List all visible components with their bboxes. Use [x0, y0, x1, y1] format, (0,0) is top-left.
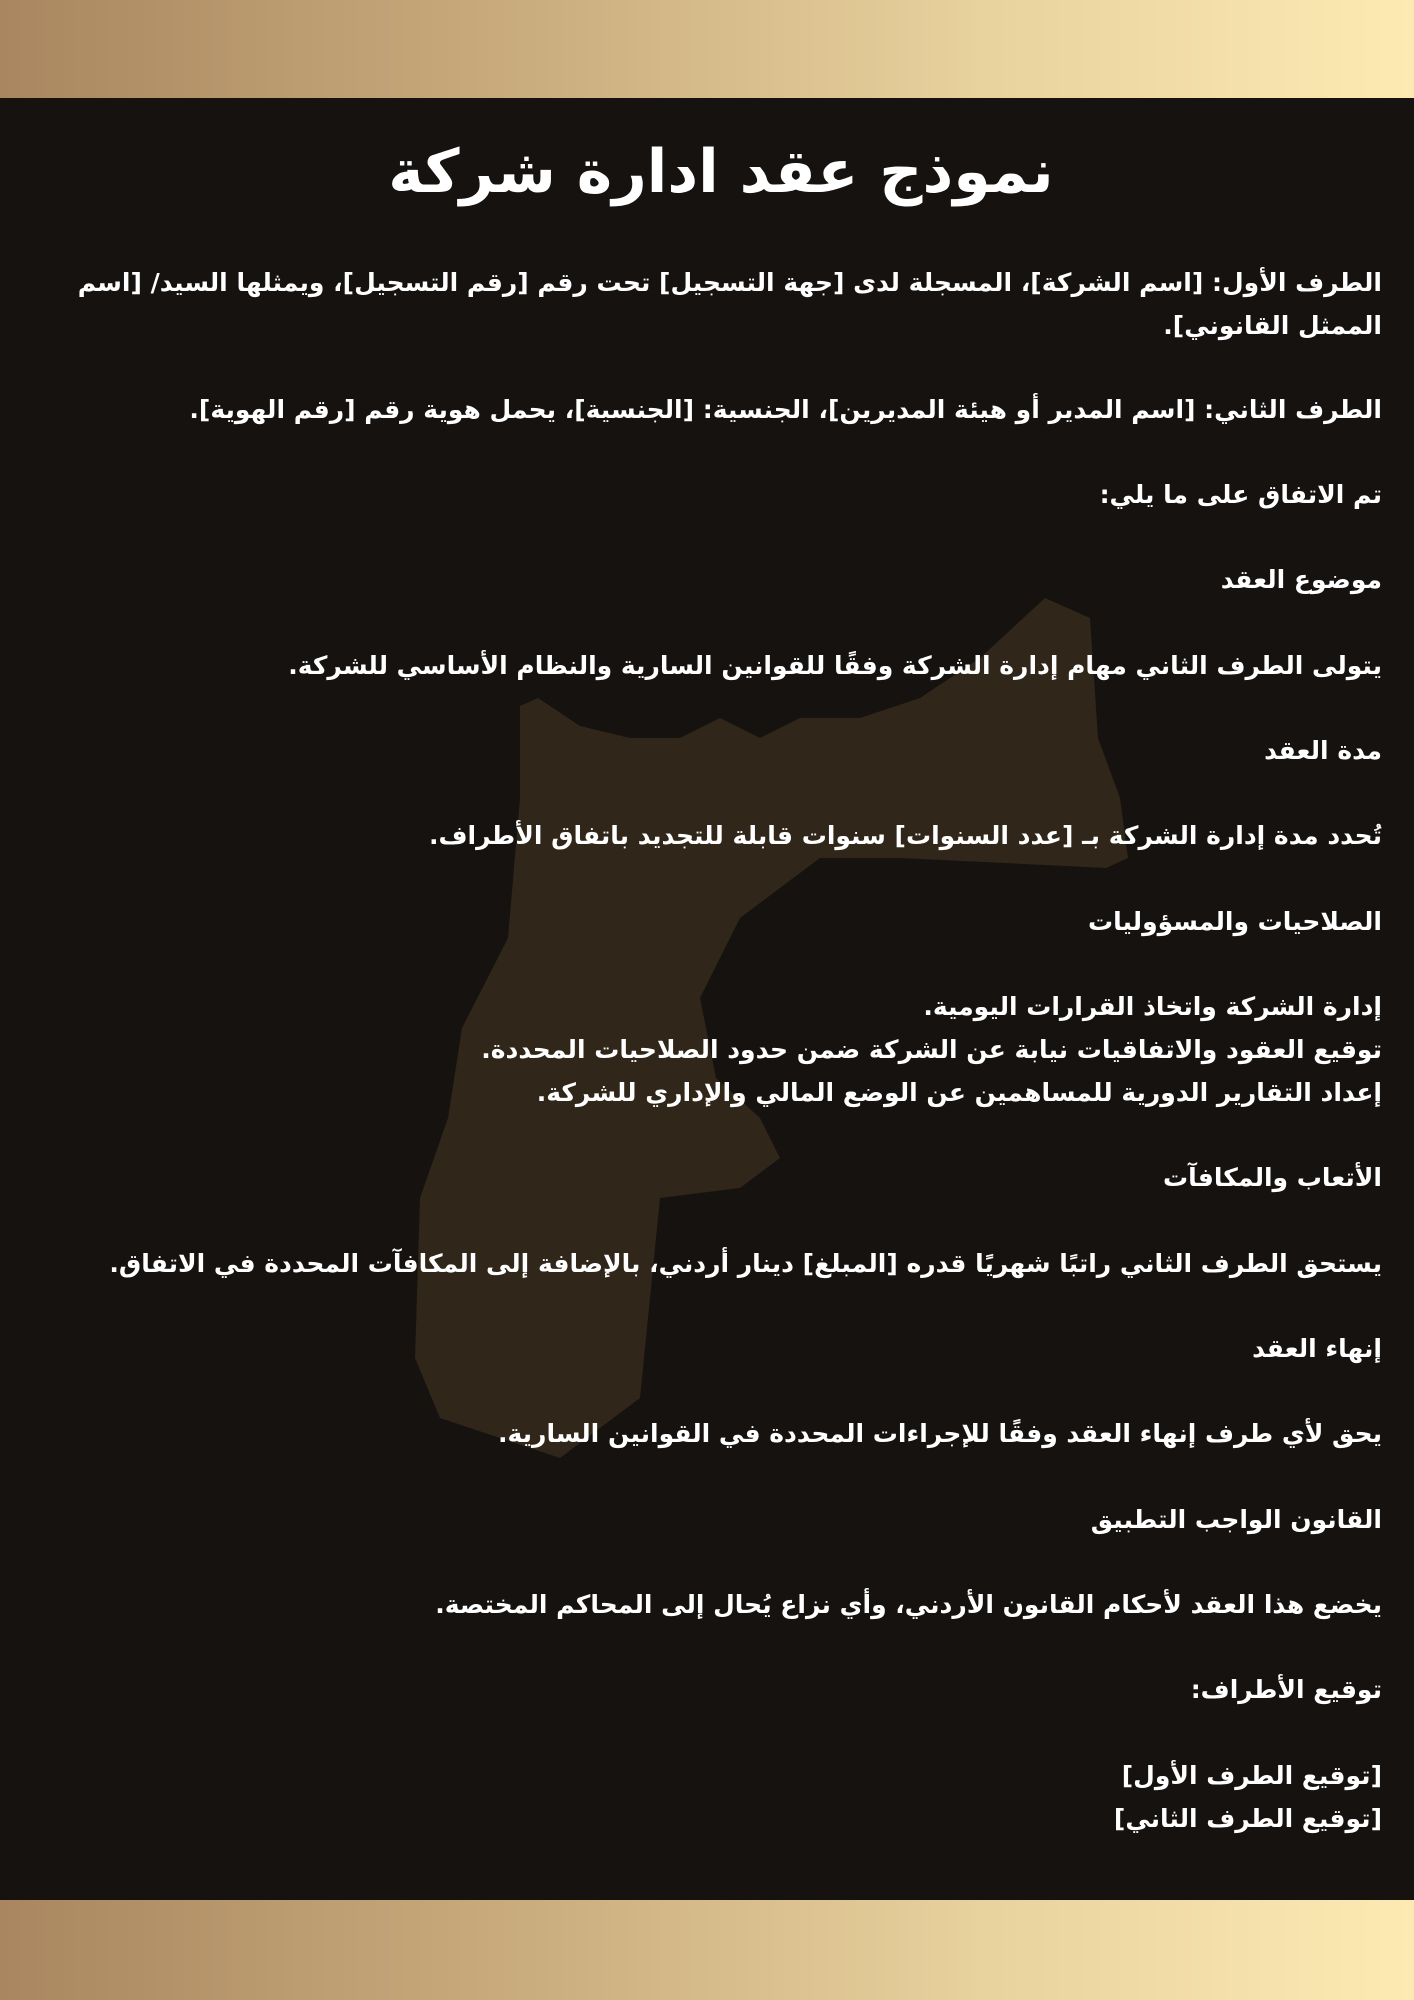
- section-text-duration: تُحدد مدة إدارة الشركة بـ [عدد السنوات] سنوات قابلة للتجديد باتفاق الأطراف.: [429, 821, 1382, 850]
- section-heading-fees: الأتعاب والمكافآت: [1163, 1163, 1382, 1192]
- agreement-intro: تم الاتفاق على ما يلي:: [1099, 480, 1382, 509]
- section-heading-powers: الصلاحيات والمسؤوليات: [1087, 907, 1382, 936]
- section-text-powers-1: إدارة الشركة واتخاذ القرارات اليومية.: [923, 992, 1382, 1021]
- section-text-termination: يحق لأي طرف إنهاء العقد وفقًا للإجراءات المحددة في القوانين السارية.: [498, 1419, 1382, 1448]
- section-heading-termination: إنهاء العقد: [1252, 1334, 1382, 1363]
- top-gold-band: [0, 0, 1414, 98]
- signatures-heading: توقيع الأطراف:: [1190, 1675, 1382, 1704]
- signature-first-party: [توقيع الطرف الأول]: [1121, 1761, 1382, 1790]
- section-text-powers-3: إعداد التقارير الدورية للمساهمين عن الوضع المالي والإداري للشركة.: [536, 1078, 1382, 1107]
- first-party-paragraph: الطرف الأول: [اسم الشركة]، المسجلة لدى [جهة التسجيل] تحت رقم [رقم التسجيل]، ويمثلها السيد/ [اسم الممثل القانوني].: [77, 268, 1382, 340]
- signature-second-party: [توقيع الطرف الثاني]: [1113, 1804, 1382, 1833]
- bottom-gold-band: [0, 1900, 1414, 2000]
- section-text-law: يخضع هذا العقد لأحكام القانون الأردني، وأي نزاع يُحال إلى المحاكم المختصة.: [435, 1590, 1382, 1619]
- section-text-fees: يستحق الطرف الثاني راتبًا شهريًا قدره [المبلغ] دينار أردني، بالإضافة إلى المكافآت المحددة في الاتفاق.: [109, 1249, 1382, 1278]
- second-party-paragraph: الطرف الثاني: [اسم المدير أو هيئة المديرين]، الجنسية: [الجنسية]، يحمل هوية رقم [رقم الهوية].: [189, 395, 1382, 424]
- section-text-subject: يتولى الطرف الثاني مهام إدارة الشركة وفقًا للقوانين السارية والنظام الأساسي للشركة.: [288, 651, 1382, 680]
- section-heading-duration: مدة العقد: [1264, 736, 1382, 765]
- section-heading-law: القانون الواجب التطبيق: [1090, 1505, 1382, 1534]
- document-panel: [0, 98, 1414, 1900]
- document-title: نموذج عقد ادارة شركة: [388, 137, 1054, 207]
- section-text-powers-2: توقيع العقود والاتفاقيات نيابة عن الشركة ضمن حدود الصلاحيات المحددة.: [481, 1035, 1382, 1064]
- section-heading-subject: موضوع العقد: [1220, 565, 1382, 594]
